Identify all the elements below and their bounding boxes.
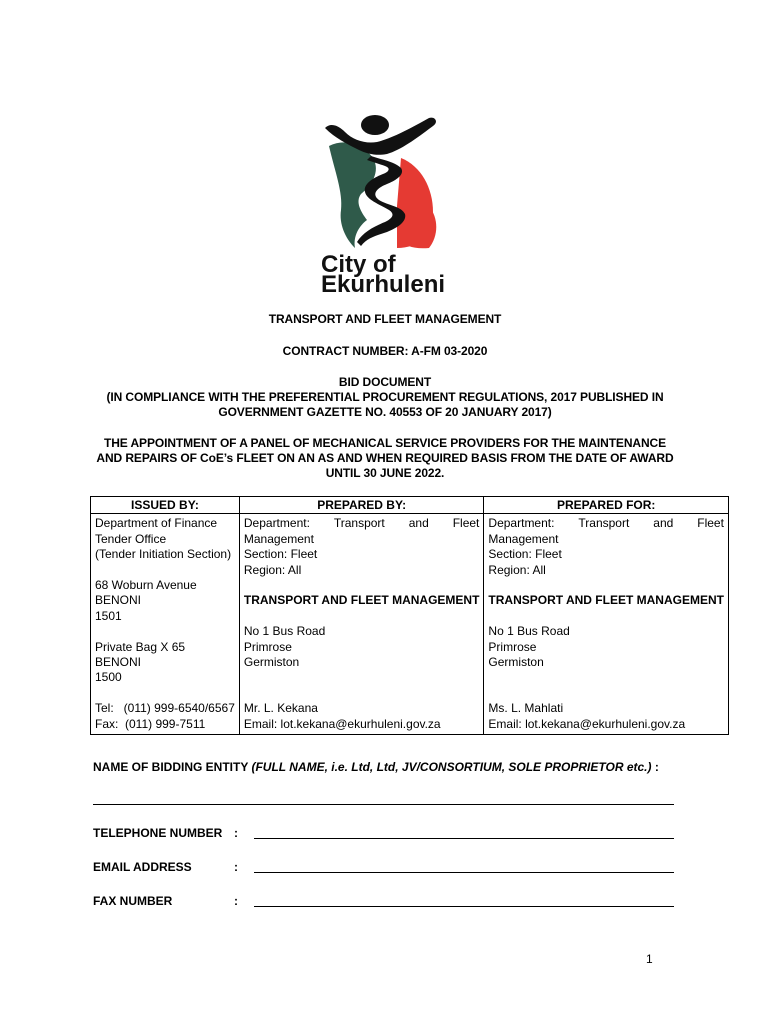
prepared-for-cell: [484, 514, 729, 735]
prepared-for-dept-word-3: and: [653, 516, 674, 531]
issued-by-code: 1501: [95, 608, 122, 623]
telephone-input-line[interactable]: [254, 838, 674, 839]
prepared-for-suburb: Primrose: [488, 639, 537, 654]
prepared-for-unit: TRANSPORT AND FLEET MANAGEMENT: [488, 593, 724, 608]
issued-by-bag: Private Bag X 65: [95, 639, 186, 654]
issued-by-bag-town: BENONI: [95, 655, 142, 670]
bidding-entity-hint: (FULL NAME, i.e. Ltd, Ltd, JV/CONSORTIUM, SOLE PROPRIETOR etc.): [251, 760, 652, 774]
issued-by-town: BENONI: [95, 593, 142, 608]
issued-by-line-2: Tender Office: [95, 531, 167, 546]
prepared-by-header: PREPARED BY:: [239, 497, 484, 514]
prepared-by-town: Germiston: [243, 655, 300, 670]
telephone-label: TELEPHONE NUMBER: [93, 826, 223, 840]
prepared-for-dept-word-4: Fleet: [697, 516, 724, 531]
prepared-by-contact: Mr. L. Kekana: [243, 701, 318, 716]
prepared-by-section: Section: Fleet: [243, 547, 318, 562]
prepared-for-street: No 1 Bus Road: [488, 624, 570, 639]
logo-figure-head: [361, 115, 389, 135]
prepared-by-dept-word-3: and: [408, 516, 429, 531]
appointment-line-2: AND REPAIRS OF CoE’s FLEET ON AN AS AND WHEN REQUIRED BASIS FROM THE DATE OF AWARD: [96, 451, 674, 465]
prepared-by-dept-line-2: Management: [243, 531, 314, 546]
table-body-row: [91, 514, 729, 735]
prepared-by-region: Region: All: [243, 562, 302, 577]
prepared-for-header: PREPARED FOR:: [484, 497, 729, 514]
prepared-for-department: [488, 516, 724, 531]
page-number: 1: [646, 952, 653, 966]
prepared-for-dept-word-1: Department:: [488, 516, 555, 531]
bidding-entity-input-line[interactable]: [93, 804, 674, 805]
prepared-by-suburb: Primrose: [243, 639, 292, 654]
prepared-for-contact: Ms. L. Mahlati: [488, 701, 564, 716]
fax-label: FAX NUMBER: [93, 894, 173, 908]
email-input-line[interactable]: [254, 872, 674, 873]
prepared-by-cell: [239, 514, 484, 735]
prepared-by-dept-word-4: Fleet: [452, 516, 480, 531]
bidding-entity-title: NAME OF BIDDING ENTITY: [93, 760, 249, 774]
bidding-entity-colon: :: [654, 760, 659, 774]
prepared-by-email: Email: lot.kekana@ekurhuleni.gov.za: [243, 716, 441, 731]
telephone-colon: :: [234, 826, 238, 840]
issuer-info-table: [90, 496, 729, 735]
department-heading: TRANSPORT AND FLEET MANAGEMENT: [268, 312, 502, 326]
issued-by-tel: Tel: (011) 999-6540/6567: [95, 701, 235, 716]
issued-by-bag-code: 1500: [95, 670, 122, 685]
prepared-for-section: Section: Fleet: [488, 547, 562, 562]
issued-by-street: 68 Woburn Avenue: [95, 578, 197, 593]
bidding-entity-label: [93, 760, 659, 774]
bid-document-heading: BID DOCUMENT: [338, 375, 432, 389]
issued-by-line-3: (Tender Initiation Section): [95, 547, 232, 562]
prepared-by-department: [244, 516, 480, 531]
issued-by-line-1: Department of Finance: [95, 516, 218, 531]
logo-text-line1: City of: [321, 251, 396, 278]
issued-by-fax: Fax: (011) 999-7511: [95, 716, 206, 731]
prepared-by-street: No 1 Bus Road: [243, 624, 326, 639]
logo-text-line2: Ekurhuleni: [321, 271, 446, 294]
fax-input-line[interactable]: [254, 906, 674, 907]
issued-by-cell: [91, 514, 240, 735]
compliance-line-1: (IN COMPLIANCE WITH THE PREFERENTIAL PROCUREMENT REGULATIONS, 2017 PUBLISHED IN: [106, 390, 664, 404]
email-colon: :: [234, 860, 238, 874]
email-label: EMAIL ADDRESS: [93, 860, 192, 874]
prepared-for-dept-line-2: Management: [488, 531, 559, 546]
contract-number: CONTRACT NUMBER: A-FM 03-2020: [282, 344, 488, 358]
prepared-for-town: Germiston: [488, 655, 544, 670]
fax-colon: :: [234, 894, 238, 908]
appointment-line-3: UNTIL 30 JUNE 2022.: [325, 466, 445, 480]
appointment-line-1: THE APPOINTMENT OF A PANEL OF MECHANICAL SERVICE PROVIDERS FOR THE MAINTENANCE: [103, 436, 666, 450]
prepared-by-dept-word-1: Department:: [243, 516, 310, 531]
city-of-ekurhuleni-logo: [301, 88, 469, 294]
issued-by-header: ISSUED BY:: [91, 497, 240, 514]
prepared-by-unit: TRANSPORT AND FLEET MANAGEMENT: [243, 593, 480, 608]
prepared-for-dept-word-2: Transport: [578, 516, 630, 531]
prepared-for-email: Email: lot.kekana@ekurhuleni.gov.za: [488, 716, 686, 731]
compliance-line-2: GOVERNMENT GAZETTE NO. 40553 OF 20 JANUARY 2017): [218, 405, 552, 419]
prepared-for-region: Region: All: [488, 562, 546, 577]
table-header-row: [91, 497, 729, 514]
prepared-by-dept-word-2: Transport: [333, 516, 385, 531]
